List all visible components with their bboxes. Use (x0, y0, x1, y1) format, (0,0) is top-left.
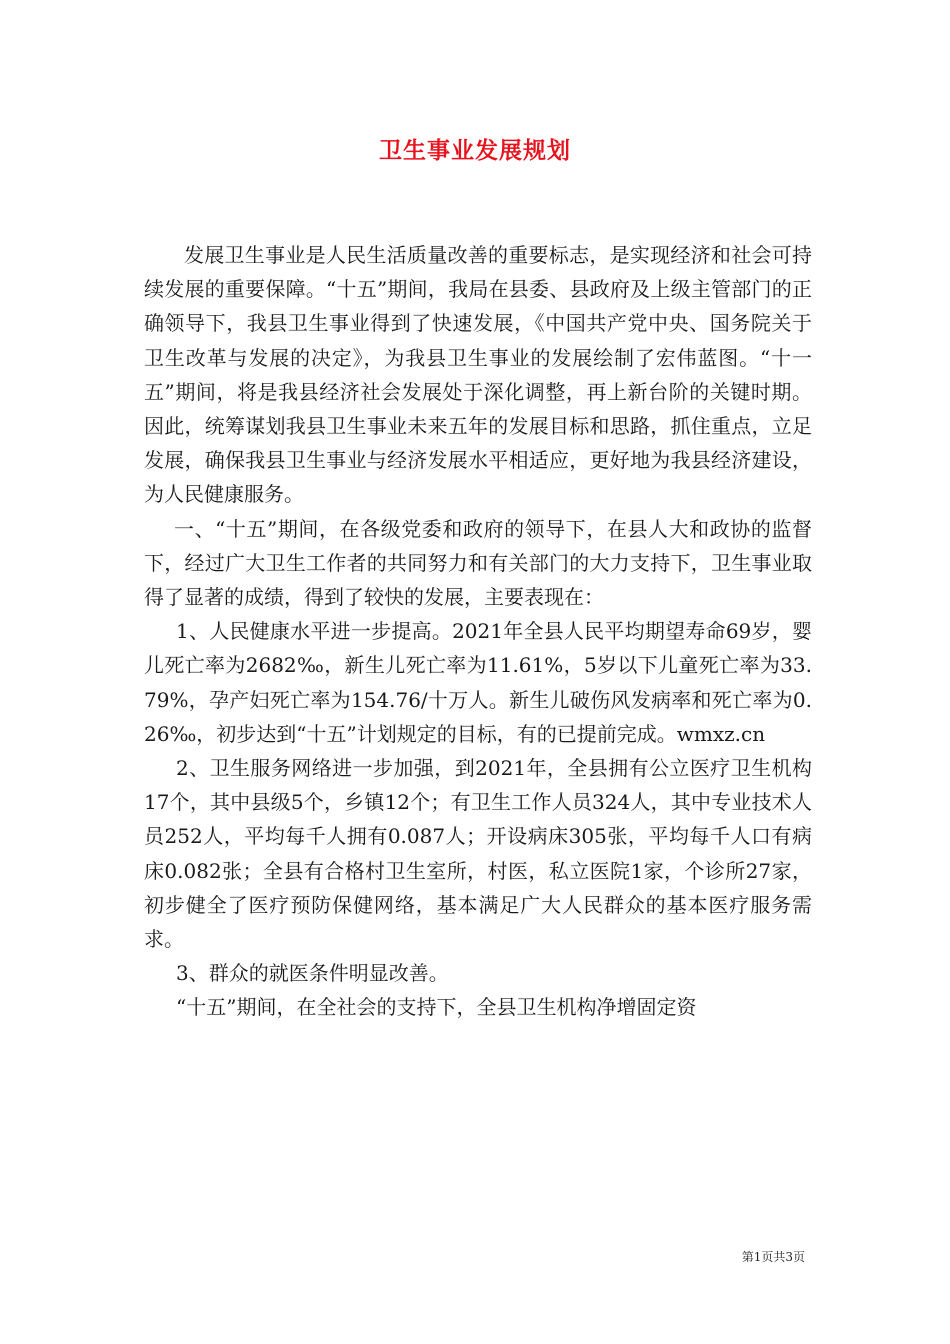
document-title: 卫生事业发展规划 (379, 138, 571, 164)
document-body (144, 238, 812, 1025)
paragraph-continuation: “十五”期间，在全社会的支持下，全县卫生机构净增固定资 (176, 995, 697, 1020)
paragraph-item-3: 3、群众的就医条件明显改善。 (176, 961, 449, 986)
page-indicator: 第1页共3页 (741, 1250, 805, 1264)
paragraph-item-2: 2、卫生服务网络进一步加强，到2021年，全县拥有公立医疗卫生机构17个，其中县级5个，乡镇12个；有卫生工作人员324人，其中专业技术人员252人，平均每千人拥有0.087人；开设病床305张，平均每千人口有病床0.082张；全县有合格村卫生室所，村医，私立医院1家，个诊所27家，初步健全了医疗预防保健网络，基本满足广大人民群众的基本医疗服务需求。 (144, 756, 812, 952)
paragraph-section-1: 一、“十五”期间，在各级党委和政府的领导下，在县人大和政协的监督下，经过广大卫生工作者的共同努力和有关部门的大力支持下，卫生事业取得了显著的成绩，得到了较快的发展，主要表现在： (144, 516, 812, 610)
paragraph-intro: 发展卫生事业是人民生活质量改善的重要标志，是实现经济和社会可持续发展的重要保障。“十五”期间，我局在县委、县政府及上级主管部门的正确领导下，我县卫生事业得到了快速发展，《中国共产党中央、国务院关于卫生改革与发展的决定》，为我县卫生事业的发展绘制了宏伟蓝图。“十一五”期间，将是我县经济社会发展处于深化调整，再上新台阶的关键时期。因此，统筹谋划我县卫生事业未来五年的发展目标和思路，抓住重点，立足发展，确保我县卫生事业与经济发展水平相适应，更好地为我县经济建设，为人民健康服务。 (144, 243, 812, 507)
paragraph-item-1: 1、人民健康水平进一步提高。2021年全县人民平均期望寿命69岁，婴儿死亡率为2682‰，新生儿死亡率为11.61%，5岁以下儿童死亡率为33.79%，孕产妇死亡率为154.76/十万人。新生儿破伤风发病率和死亡率为0.26‰，初步达到“十五”计划规定的目标，有的已提前完成。wmxz.cn (144, 619, 812, 746)
